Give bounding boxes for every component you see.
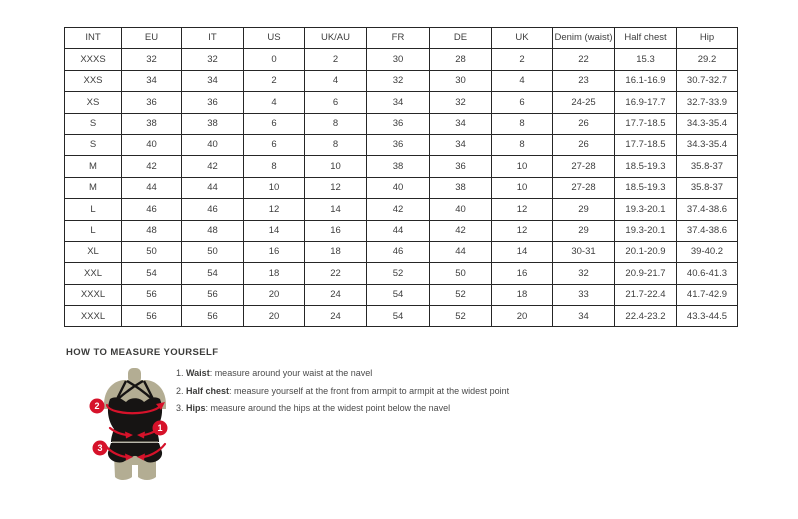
table-row <box>65 177 738 198</box>
measure-step <box>176 365 509 383</box>
size-value-cell: 6 <box>305 92 367 113</box>
column-header: IT <box>182 28 244 49</box>
size-value-cell: 56 <box>182 306 244 327</box>
size-value-cell: 20.1-20.9 <box>615 241 677 262</box>
size-value-cell: 50 <box>182 241 244 262</box>
size-label-cell: L <box>65 199 122 220</box>
size-value-cell: 30 <box>430 70 492 91</box>
badge-1-number: 1 <box>157 423 163 434</box>
size-value-cell: 40 <box>367 177 430 198</box>
size-value-cell: 34 <box>430 134 492 155</box>
table-row <box>65 70 738 91</box>
size-value-cell: 40 <box>182 134 244 155</box>
size-value-cell: 36 <box>367 134 430 155</box>
table-row <box>65 113 738 134</box>
size-value-cell: 44 <box>430 241 492 262</box>
size-value-cell: 42 <box>430 220 492 241</box>
size-value-cell: 42 <box>122 156 182 177</box>
size-value-cell: 52 <box>430 306 492 327</box>
size-value-cell: 24 <box>305 306 367 327</box>
size-value-cell: 12 <box>492 199 553 220</box>
size-value-cell: 27-28 <box>553 177 615 198</box>
size-value-cell: 8 <box>492 113 553 134</box>
measure-heading: HOW TO MEASURE YOURSELF <box>66 347 219 358</box>
size-value-cell: 33 <box>553 284 615 305</box>
size-value-cell: 16 <box>305 220 367 241</box>
size-value-cell: 22.4-23.2 <box>615 306 677 327</box>
size-value-cell: 44 <box>367 220 430 241</box>
size-value-cell: 18 <box>305 241 367 262</box>
column-header: FR <box>367 28 430 49</box>
step-term: Half chest <box>186 385 230 396</box>
size-label-cell: S <box>65 113 122 134</box>
size-chart-table <box>64 27 738 327</box>
size-value-cell: 20 <box>244 306 305 327</box>
table-row <box>65 49 738 70</box>
badge-2-number: 2 <box>94 401 100 412</box>
size-value-cell: 38 <box>182 113 244 134</box>
size-label-cell: L <box>65 220 122 241</box>
size-value-cell: 24-25 <box>553 92 615 113</box>
size-label-cell: XXS <box>65 70 122 91</box>
size-value-cell: 37.4-38.6 <box>677 220 738 241</box>
step-term: Hips <box>186 403 206 413</box>
size-value-cell: 22 <box>305 263 367 284</box>
column-header: US <box>244 28 305 49</box>
size-value-cell: 12 <box>492 220 553 241</box>
size-value-cell: 26 <box>553 134 615 155</box>
badge-3-number: 3 <box>97 443 103 454</box>
size-value-cell: 16 <box>244 241 305 262</box>
size-value-cell: 38 <box>122 113 182 134</box>
size-value-cell: 4 <box>244 92 305 113</box>
step-text: : measure yourself at the front from armpit to armpit at the widest point <box>229 385 510 396</box>
size-value-cell: 56 <box>182 284 244 305</box>
size-label-cell: M <box>65 156 122 177</box>
size-value-cell: 50 <box>122 241 182 262</box>
size-value-cell: 56 <box>122 306 182 327</box>
size-value-cell: 18 <box>244 263 305 284</box>
size-label-cell: XXXS <box>65 49 122 70</box>
step-term: Waist <box>186 368 210 378</box>
size-value-cell: 14 <box>305 199 367 220</box>
size-value-cell: 54 <box>367 306 430 327</box>
size-value-cell: 19.3-20.1 <box>615 199 677 220</box>
column-header: Denim (waist) <box>553 28 615 49</box>
size-value-cell: 12 <box>305 177 367 198</box>
size-value-cell: 48 <box>182 220 244 241</box>
size-value-cell: 30 <box>367 49 430 70</box>
size-chart-header-row <box>65 28 738 49</box>
column-header: EU <box>122 28 182 49</box>
size-value-cell: 34 <box>122 70 182 91</box>
size-value-cell: 54 <box>367 284 430 305</box>
size-value-cell: 27-28 <box>553 156 615 177</box>
step-number: 3. <box>176 403 187 413</box>
table-row <box>65 241 738 262</box>
size-value-cell: 26 <box>553 113 615 134</box>
size-value-cell: 8 <box>305 113 367 134</box>
size-value-cell: 24 <box>305 284 367 305</box>
size-value-cell: 40.6-41.3 <box>677 263 738 284</box>
size-value-cell: 32 <box>553 263 615 284</box>
size-value-cell: 22 <box>553 49 615 70</box>
table-row <box>65 156 738 177</box>
size-value-cell: 0 <box>244 49 305 70</box>
size-value-cell: 28 <box>430 49 492 70</box>
size-value-cell: 16.1-16.9 <box>615 70 677 91</box>
size-value-cell: 18.5-19.3 <box>615 177 677 198</box>
size-value-cell: 2 <box>305 49 367 70</box>
size-value-cell: 35.8-37 <box>677 177 738 198</box>
size-value-cell: 8 <box>244 156 305 177</box>
size-value-cell: 8 <box>492 134 553 155</box>
step-text: : measure around the hips at the widest point below the navel <box>205 403 451 413</box>
mannequin-illustration <box>80 365 190 483</box>
size-label-cell: XXXL <box>65 284 122 305</box>
size-value-cell: 29 <box>553 220 615 241</box>
size-value-cell: 30-31 <box>553 241 615 262</box>
size-value-cell: 6 <box>244 113 305 134</box>
size-value-cell: 35.8-37 <box>677 156 738 177</box>
column-header: Half chest <box>615 28 677 49</box>
step-number: 2. <box>176 385 187 396</box>
size-value-cell: 18 <box>492 284 553 305</box>
size-value-cell: 34 <box>182 70 244 91</box>
size-value-cell: 8 <box>305 134 367 155</box>
size-value-cell: 20 <box>492 306 553 327</box>
size-label-cell: XL <box>65 241 122 262</box>
size-value-cell: 2 <box>492 49 553 70</box>
size-value-cell: 38 <box>367 156 430 177</box>
size-value-cell: 36 <box>430 156 492 177</box>
size-value-cell: 36 <box>367 113 430 134</box>
size-value-cell: 34.3-35.4 <box>677 113 738 134</box>
size-label-cell: S <box>65 134 122 155</box>
size-value-cell: 34 <box>553 306 615 327</box>
size-value-cell: 30.7-32.7 <box>677 70 738 91</box>
size-value-cell: 20.9-21.7 <box>615 263 677 284</box>
table-row <box>65 220 738 241</box>
size-value-cell: 10 <box>305 156 367 177</box>
size-value-cell: 32 <box>367 70 430 91</box>
column-header: UK/AU <box>305 28 367 49</box>
size-label-cell: XXL <box>65 263 122 284</box>
size-value-cell: 44 <box>122 177 182 198</box>
size-value-cell: 46 <box>182 199 244 220</box>
size-value-cell: 56 <box>122 284 182 305</box>
size-value-cell: 14 <box>244 220 305 241</box>
size-value-cell: 34 <box>367 92 430 113</box>
size-value-cell: 18.5-19.3 <box>615 156 677 177</box>
size-value-cell: 6 <box>492 92 553 113</box>
size-value-cell: 40 <box>430 199 492 220</box>
size-value-cell: 48 <box>122 220 182 241</box>
size-value-cell: 54 <box>122 263 182 284</box>
size-value-cell: 41.7-42.9 <box>677 284 738 305</box>
table-row <box>65 306 738 327</box>
table-row <box>65 92 738 113</box>
size-value-cell: 16.9-17.7 <box>615 92 677 113</box>
size-value-cell: 46 <box>122 199 182 220</box>
size-value-cell: 20 <box>244 284 305 305</box>
measure-steps <box>176 365 509 418</box>
size-value-cell: 32.7-33.9 <box>677 92 738 113</box>
step-text: : measure around your waist at the navel <box>209 368 373 378</box>
size-value-cell: 4 <box>305 70 367 91</box>
size-value-cell: 14 <box>492 241 553 262</box>
size-value-cell: 29.2 <box>677 49 738 70</box>
size-value-cell: 39-40.2 <box>677 241 738 262</box>
size-value-cell: 2 <box>244 70 305 91</box>
size-label-cell: XS <box>65 92 122 113</box>
size-value-cell: 6 <box>244 134 305 155</box>
size-value-cell: 36 <box>122 92 182 113</box>
size-value-cell: 10 <box>492 177 553 198</box>
size-value-cell: 17.7-18.5 <box>615 134 677 155</box>
measure-step <box>176 400 509 418</box>
size-value-cell: 43.3-44.5 <box>677 306 738 327</box>
size-value-cell: 10 <box>244 177 305 198</box>
size-value-cell: 36 <box>182 92 244 113</box>
column-header: DE <box>430 28 492 49</box>
size-value-cell: 44 <box>182 177 244 198</box>
size-value-cell: 52 <box>430 284 492 305</box>
size-value-cell: 15.3 <box>615 49 677 70</box>
size-label-cell: M <box>65 177 122 198</box>
table-row <box>65 263 738 284</box>
size-value-cell: 16 <box>492 263 553 284</box>
size-value-cell: 46 <box>367 241 430 262</box>
size-value-cell: 21.7-22.4 <box>615 284 677 305</box>
column-header: INT <box>65 28 122 49</box>
size-value-cell: 29 <box>553 199 615 220</box>
size-value-cell: 32 <box>430 92 492 113</box>
size-value-cell: 32 <box>182 49 244 70</box>
size-value-cell: 38 <box>430 177 492 198</box>
measure-step <box>176 383 509 401</box>
size-value-cell: 34.3-35.4 <box>677 134 738 155</box>
size-label-cell: XXXL <box>65 306 122 327</box>
column-header: UK <box>492 28 553 49</box>
size-value-cell: 40 <box>122 134 182 155</box>
size-value-cell: 10 <box>492 156 553 177</box>
table-row <box>65 199 738 220</box>
size-value-cell: 50 <box>430 263 492 284</box>
size-value-cell: 52 <box>367 263 430 284</box>
size-value-cell: 34 <box>430 113 492 134</box>
size-chart-body <box>65 49 738 327</box>
table-row <box>65 134 738 155</box>
size-value-cell: 42 <box>182 156 244 177</box>
size-value-cell: 37.4-38.6 <box>677 199 738 220</box>
size-value-cell: 12 <box>244 199 305 220</box>
table-row <box>65 284 738 305</box>
size-value-cell: 19.3-20.1 <box>615 220 677 241</box>
size-value-cell: 32 <box>122 49 182 70</box>
size-value-cell: 54 <box>182 263 244 284</box>
size-value-cell: 42 <box>367 199 430 220</box>
size-value-cell: 4 <box>492 70 553 91</box>
column-header: Hip <box>677 28 738 49</box>
size-value-cell: 23 <box>553 70 615 91</box>
step-number: 1. <box>176 368 187 378</box>
size-value-cell: 17.7-18.5 <box>615 113 677 134</box>
